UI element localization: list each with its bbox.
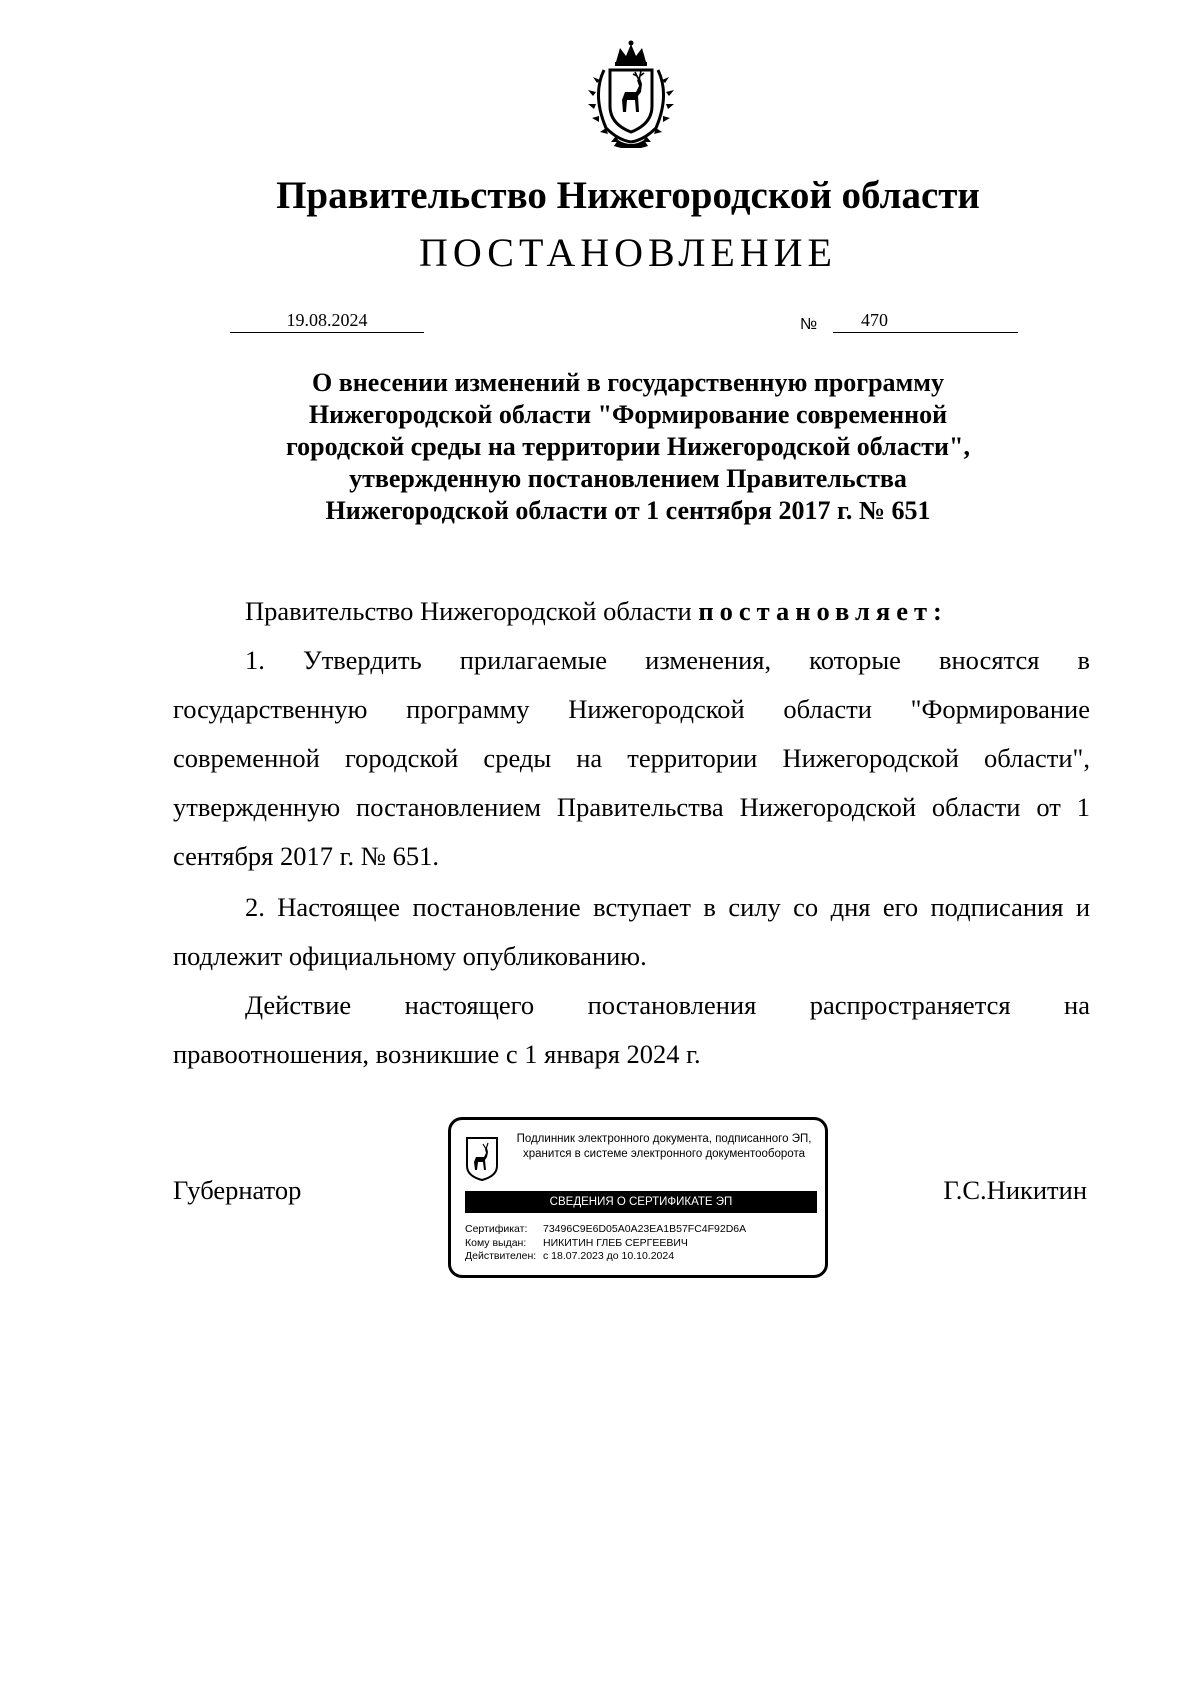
signatory-position: Губернатор: [173, 1175, 302, 1205]
certificate-label: Сертификат:: [465, 1223, 528, 1235]
stamp-note: [505, 1132, 823, 1162]
signatory-name: Г.С.Никитин: [943, 1175, 1087, 1205]
paragraph-3: Действие настоящего постановления распространяется на правоотношения, возникшие с 1 января 2024 г.: [173, 990, 1090, 1069]
government-title: Правительство Нижегородской области: [276, 174, 980, 217]
coat-of-arms-icon: [578, 40, 684, 148]
heading-line: утвержденную постановлением Правительства: [349, 464, 907, 493]
validity-label: Действителен:: [465, 1250, 537, 1262]
electronic-signature-stamp: [448, 1117, 828, 1278]
heading-line: городской среды на территории Нижегородской области",: [286, 432, 970, 461]
number-sign: №: [800, 316, 818, 333]
paragraph-2: 2. Настоящее постановление вступает в силу со дня его подписания и подлежит официальному опубликованию.: [173, 892, 1090, 971]
document-number-field: [833, 308, 1018, 333]
decree-word: постановляет:: [698, 596, 948, 626]
heading-line: Нижегородской области от 1 сентября 2017 г. № 651: [325, 496, 931, 525]
stamp-certificate-header: СВЕДЕНИЯ О СЕРТИФИКАТЕ ЭП: [465, 1191, 817, 1213]
issued-to-value: НИКИТИН ГЛЕБ СЕРГЕЕВИЧ: [543, 1236, 688, 1249]
decree-intro: Правительство Нижегородской области: [245, 596, 692, 626]
issued-to-label: Кому выдан:: [465, 1236, 527, 1249]
deer-emblem-icon: [465, 1136, 499, 1182]
heading-line: Нижегородской области "Формирование современной: [308, 400, 948, 429]
stamp-certificate-details: [465, 1223, 817, 1264]
validity-value: с 18.07.2023 до 10.10.2024: [543, 1250, 675, 1262]
certificate-row: [465, 1223, 817, 1237]
heading-line: О внесении изменений в государственную программу: [312, 368, 944, 397]
paragraph-1: 1. Утвердить прилагаемые изменения, которые вносятся в государственную программу Нижегородской области "Формирование современной городской среды на территории Нижегородской области", утвержденную постановлением Правительства Нижегородской области от 1 сентября 2017 г. № 651.: [173, 645, 1090, 871]
document-date: 19.08.2024: [230, 308, 424, 333]
stamp-note-line: Подлинник электронного документа, подписанного ЭП,: [516, 1133, 812, 1145]
stamp-note-line: хранится в системе электронного документооборота: [523, 1148, 805, 1160]
document-number: 470: [861, 310, 888, 330]
document-heading: [200, 367, 1056, 527]
issued-to-row: [465, 1237, 817, 1251]
document-type: ПОСТАНОВЛЕНИЕ: [419, 230, 837, 275]
certificate-value: 73496C9E6D05A0A23EA1B57FC4F92D6A: [543, 1223, 747, 1235]
validity-row: [465, 1250, 817, 1264]
decree-intro-paragraph: [173, 587, 1090, 636]
